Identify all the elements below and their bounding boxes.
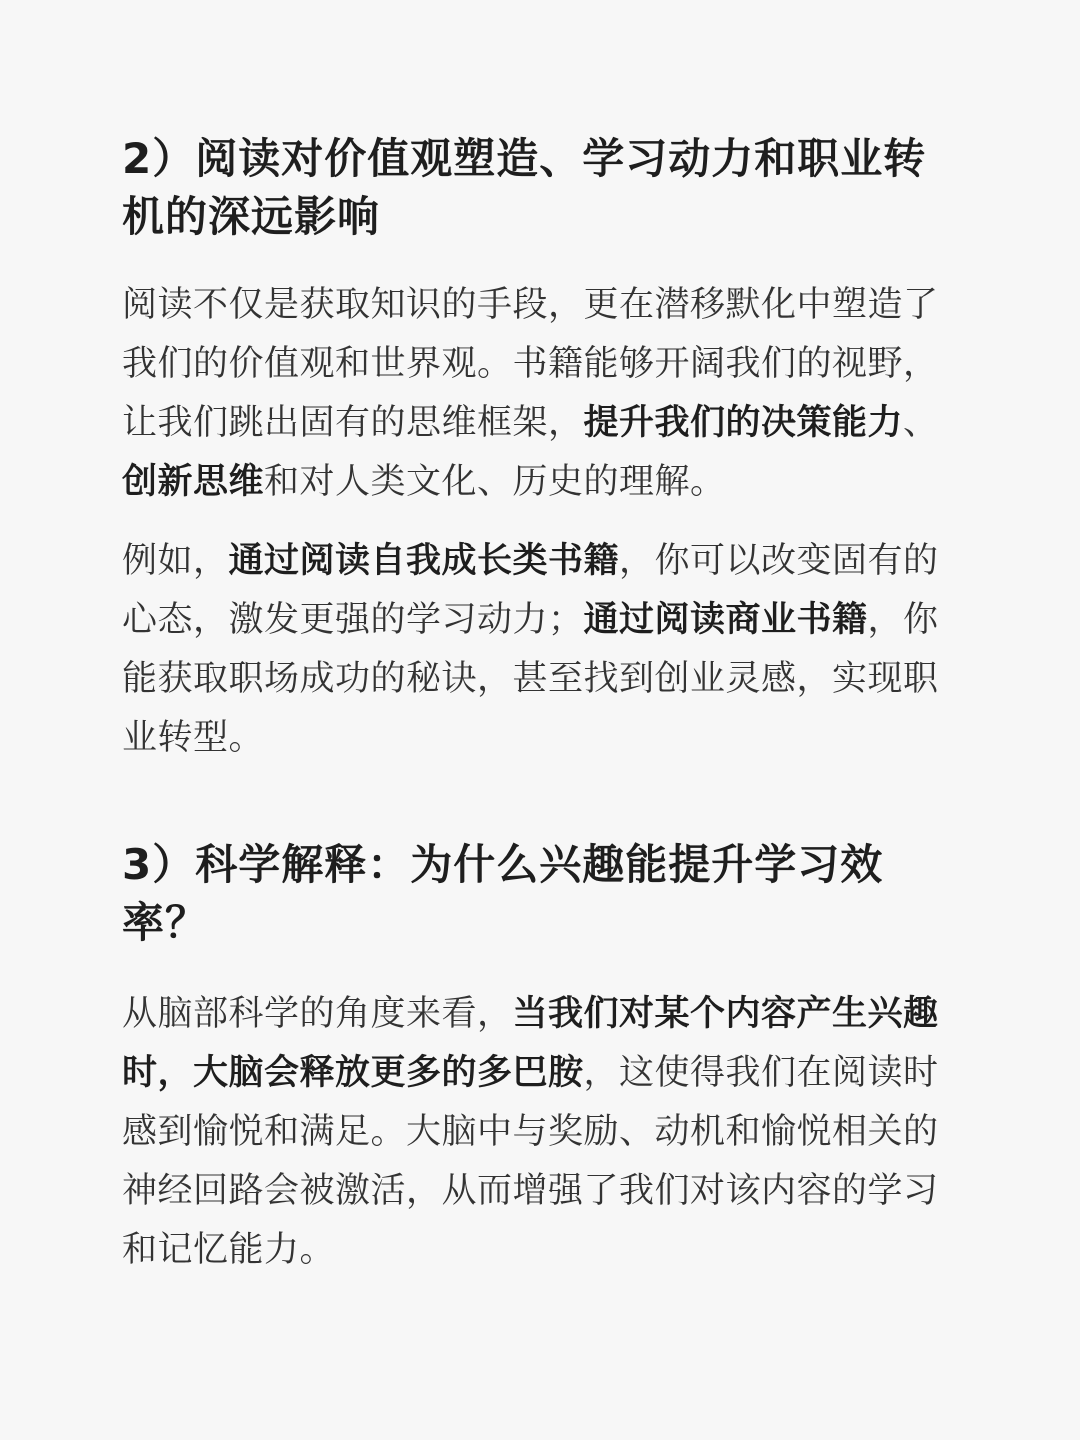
text-run: 、 <box>903 403 939 443</box>
bold-run: 通过阅读自我成长类书籍 <box>228 541 620 581</box>
bold-run: 当我们对某个内容产生兴趣时，大脑会释放更多的多巴胺 <box>122 994 939 1093</box>
text-run: 从脑部科学的角度来看， <box>122 994 513 1034</box>
section-2-heading: 2）阅读对价值观塑造、学习动力和职业转机的深远影响 <box>122 134 927 241</box>
text-run: 和对人类文化、历史的理解。 <box>264 462 726 502</box>
text-run: ，这使得我们在阅读时感到愉悦和满足。大脑中与奖励、动机和愉悦相关的神经回路会被激活，从而增强了我们对该内容的学习和记忆能力。 <box>122 1053 939 1270</box>
section-2-paragraph-1 <box>122 276 952 512</box>
section-3-heading: 3）科学解释：为什么兴趣能提升学习效率？ <box>122 840 884 947</box>
bold-run: 创新思维 <box>122 462 265 502</box>
bold-run: 提升我们的决策能力 <box>583 403 904 443</box>
text-run: ，你能获取职场成功的秘诀，甚至找到创业灵感，实现职业转型。 <box>122 600 939 758</box>
section-2-paragraph-2 <box>122 532 952 768</box>
text-run: ，你可以改变固有的心态，激发更强的学习动力； <box>122 541 939 640</box>
text-run: 例如， <box>122 541 229 581</box>
section-3-paragraph-1 <box>122 985 952 1280</box>
text-run: 阅读不仅是获取知识的手段，更在潜移默化中塑造了我们的价值观和世界观。书籍能够开阔我们的视野，让我们跳出固有的思维框架， <box>122 285 939 443</box>
bold-run: 通过阅读商业书籍 <box>583 600 868 640</box>
article-content <box>122 130 952 1280</box>
